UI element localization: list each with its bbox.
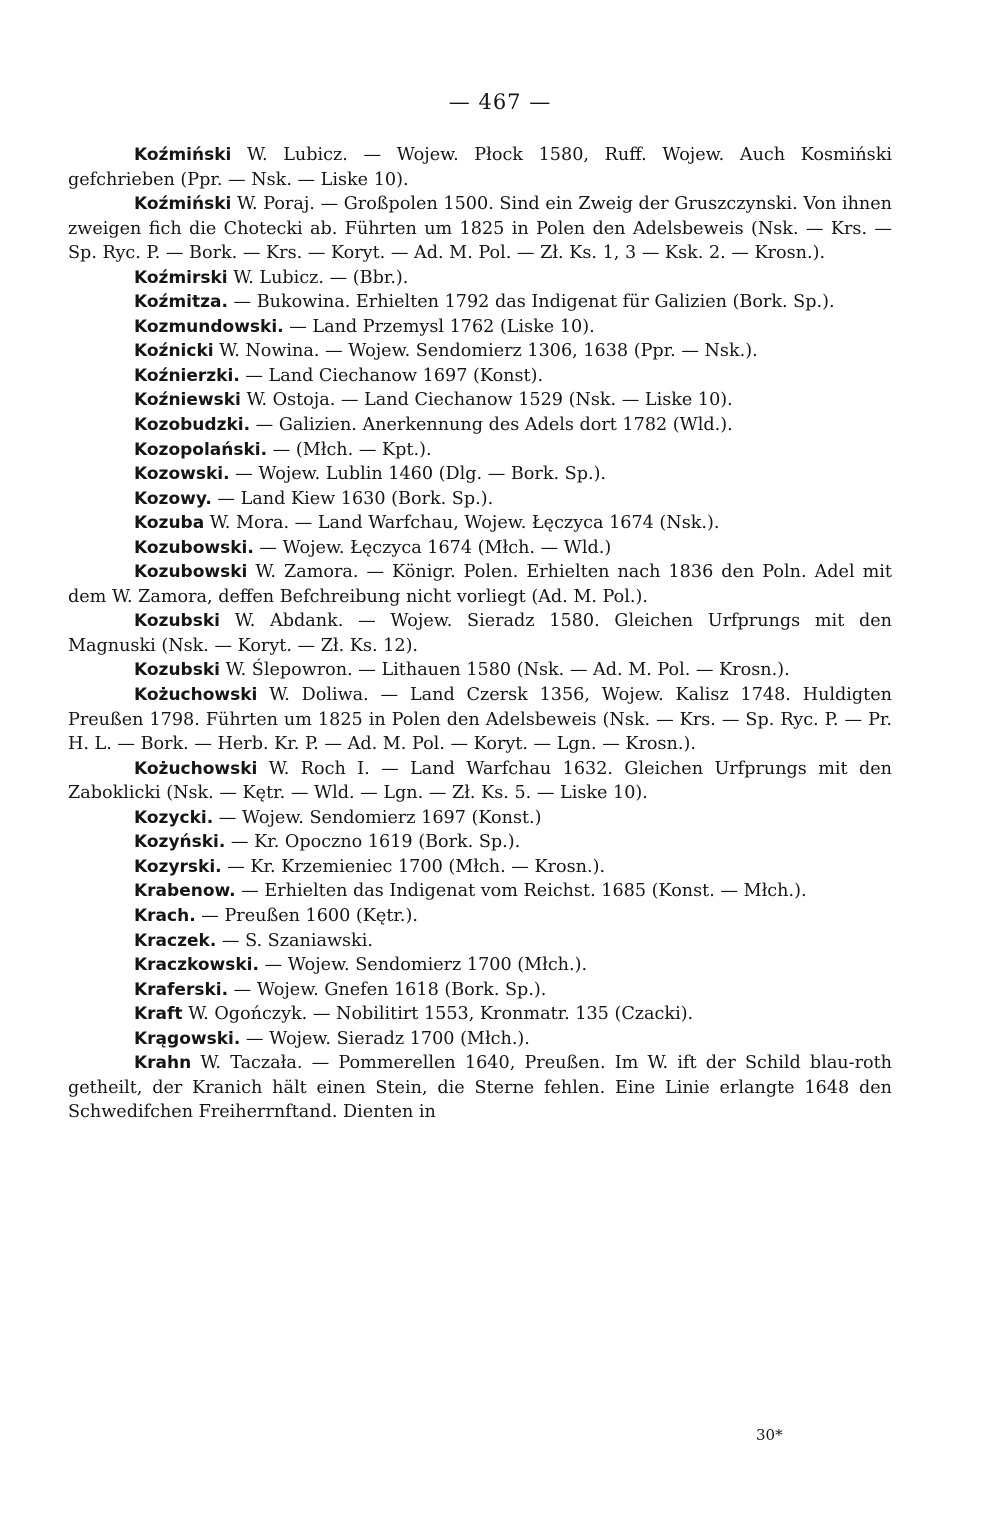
entry-text: — Wojew. Lublin 1460 (Dlg. — Bork. Sp.). [229, 464, 607, 485]
entry [68, 438, 892, 463]
entry [68, 143, 892, 192]
entry-name: Kozyński. [134, 832, 226, 853]
entry-text: W. Ostoja. — Land Ciechanow 1529 (Nsk. — Liske 10). [240, 390, 733, 411]
entry [68, 413, 892, 438]
entry [68, 1002, 892, 1027]
entry-text: — Kr. Opoczno 1619 (Bork. Sp.). [225, 832, 521, 853]
entry-name: Kozopolański. [134, 439, 268, 460]
entry-name: Koźmitza. [134, 292, 228, 313]
page-number: — 467 — [448, 90, 552, 114]
entry-name: Kraferski. [134, 979, 229, 1000]
entry-name: Kozuba [134, 513, 205, 534]
entry-text: — S. Szaniawski. [216, 930, 373, 951]
entry-text: W. Lubicz. — (Bbr.). [227, 267, 409, 288]
entry-name: Kozowy. [134, 488, 212, 509]
entry-text: — Land Kiew 1630 (Bork. Sp.). [211, 488, 494, 509]
entry-text: — Preußen 1600 (Kętr.). [195, 905, 418, 926]
entry [68, 339, 892, 364]
entry-name: Krahn [134, 1053, 192, 1074]
entry-name: Kraft [134, 1004, 183, 1025]
entry-name: Kozubowski. [134, 537, 254, 558]
entry-name: Koźmiński [134, 194, 232, 215]
entry-name: Kraczkowski. [134, 955, 259, 976]
entry [68, 192, 892, 266]
entry [68, 953, 892, 978]
entry [68, 879, 892, 904]
entry [68, 364, 892, 389]
entry-name: Koźmiński [134, 145, 232, 165]
entry [68, 388, 892, 413]
entry-name: Krągowski. [134, 1028, 241, 1049]
entry-text: W. Ogończyk. — Nobilitirt 1553, Kronmatr. 135 (Czacki). [182, 1004, 694, 1025]
entry-text: W. Taczała. — Pommerellen 1640, Preußen. Im W. ift der Schild blau-roth getheilt, der Kranich hält einen Stein, die Sterne fehlen. Eine Linie erlangte 1648 den Schwedifchen Freiherrnftand. Dienten in [68, 1053, 892, 1123]
entry [68, 290, 892, 315]
entry [68, 560, 892, 609]
entry-text: W. Lubicz. — Wojew. Płock 1580, Ruff. Wojew. Auch Kosmiński gefchrieben (Ppr. — Nsk. — Liske 10). [68, 145, 892, 190]
entry-name: Kozubski [134, 611, 220, 632]
entry-name: Kożuchowski [134, 685, 258, 706]
entry-text: — Land Ciechanow 1697 (Konst). [239, 365, 544, 386]
entry-text: — Land Przemysl 1762 (Liske 10). [283, 316, 595, 337]
entry-name: Kozowski. [134, 464, 230, 485]
entry-name: Koźnicki [134, 341, 214, 362]
entry [68, 683, 892, 757]
entry [68, 757, 892, 806]
entry-text: W. Zamora. — Königr. Polen. Erhielten nach 1836 den Poln. Adel mit dem W. Zamora, deffen Befchreibung nicht vorliegt (Ad. M. Pol.). [68, 562, 892, 607]
entry-name: Kozmundowski. [134, 316, 284, 337]
entry-text: — Bukowina. Erhielten 1792 das Indigenat für Galizien (Bork. Sp.). [227, 292, 835, 313]
entry-text: — Kr. Krzemieniec 1700 (Młch. — Krosn.). [221, 856, 606, 877]
entry-text: W. Ślepowron. — Lithauen 1580 (Nsk. — Ad. M. Pol. — Krosn.). [219, 660, 790, 681]
entry [68, 806, 892, 831]
entry [68, 511, 892, 536]
entry [68, 830, 892, 855]
entry-text: — Wojew. Sendomierz 1700 (Młch.). [258, 955, 588, 976]
entry [68, 978, 892, 1003]
entry-text: W. Poraj. — Großpolen 1500. Sind ein Zweig der Gruszczynski. Von ihnen zweigen fich die Chotecki ab. Führten um 1825 in Polen den Adelsbeweis (Nsk. — Krs. — Sp. Ryc. P. — Bork. — Krs. — Koryt. — Ad. M. Pol. — Zł. Ks. 1, 3 — Ksk. 2. — Krosn.). [68, 194, 892, 264]
entry-text: W. Nowina. — Wojew. Sendomierz 1306, 1638 (Ppr. — Nsk.). [213, 341, 758, 362]
entry [68, 929, 892, 954]
printer-signature: 30* [756, 1426, 783, 1444]
entry-text: — Erhielten das Indigenat vom Reichst. 1685 (Konst. — Młch.). [235, 881, 807, 902]
entry [68, 462, 892, 487]
entry-name: Krach. [134, 905, 196, 926]
entry-name: Kozobudzki. [134, 415, 251, 436]
entry [68, 609, 892, 658]
entry-name: Koźmirski [134, 267, 228, 288]
entry [68, 1051, 892, 1125]
entry-name: Koźniewski [134, 390, 241, 411]
entry [68, 266, 892, 291]
entry [68, 315, 892, 340]
entry [68, 855, 892, 880]
entry-text: W. Mora. — Land Warfchau, Wojew. Łęczyca 1674 (Nsk.). [204, 513, 720, 534]
entry-text: — Wojew. Sendomierz 1697 (Konst.) [213, 807, 542, 828]
entry-name: Kozyrski. [134, 856, 222, 877]
entry-text: W. Roch I. — Land Warfchau 1632. Gleichen Urfprungs mit den Zaboklicki (Nsk. — Kętr. — Wld. — Lgn. — Zł. Ks. 5. — Liske 10). [68, 758, 892, 804]
entry-name: Kożuchowski [134, 758, 258, 779]
entry-name: Krabenow. [134, 881, 236, 902]
entry-text: — Wojew. Łęczyca 1674 (Młch. — Wld.) [253, 537, 612, 558]
entry-text: — Galizien. Anerkennung des Adels dort 1782 (Wld.). [250, 415, 733, 436]
entry [68, 1027, 892, 1052]
entry-name: Kozycki. [134, 807, 214, 828]
entry [68, 536, 892, 561]
entry-name: Koźnierzki. [134, 365, 240, 386]
entry-list [68, 143, 892, 1125]
entry [68, 487, 892, 512]
entry-text: W. Abdank. — Wojew. Sieradz 1580. Gleichen Urfprungs mit den Magnuski (Nsk. — Koryt. — Zł. Ks. 12). [68, 611, 892, 656]
entry-name: Kozubowski [134, 562, 248, 583]
entry-text: W. Doliwa. — Land Czersk 1356, Wojew. Kalisz 1748. Huldigten Preußen 1798. Führten um 1825 in Polen den Adelsbeweis (Nsk. — Krs. — Sp. Ryc. P. — Pr. H. L. — Bork. — Herb. Kr. P. — Ad. M. Pol. — Koryt. — Lgn. — Krosn.). [68, 685, 892, 755]
entry-text: — Wojew. Gnefen 1618 (Bork. Sp.). [228, 979, 547, 1000]
entry-name: Kraczek. [134, 930, 217, 951]
entry-text: — Wojew. Sieradz 1700 (Młch.). [240, 1028, 530, 1049]
entry-text: — (Młch. — Kpt.). [267, 439, 432, 460]
entry [68, 904, 892, 929]
entry [68, 658, 892, 683]
entry-name: Kozubski [134, 660, 220, 681]
